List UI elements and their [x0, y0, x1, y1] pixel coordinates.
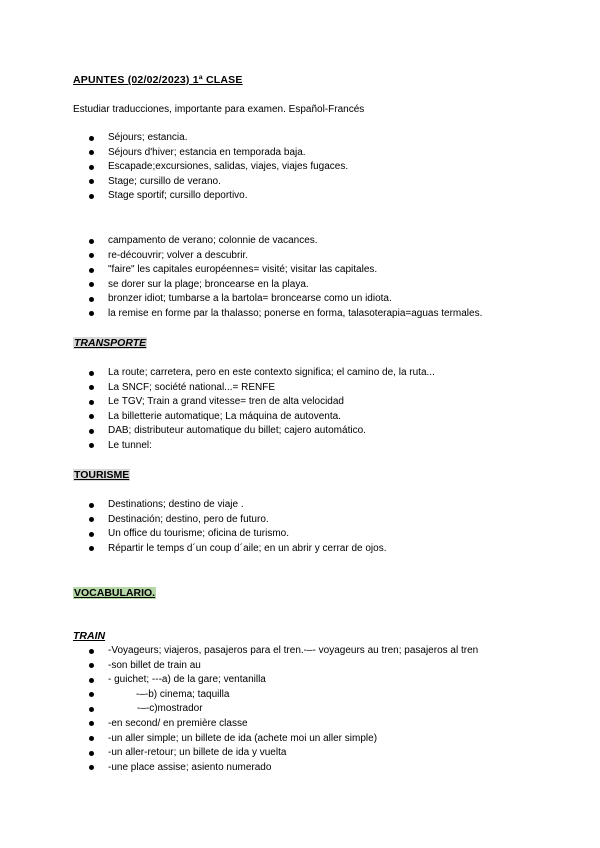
- section-heading-train: TRAIN: [73, 630, 106, 642]
- list-item: Destinations; destino de viaje .: [0, 498, 600, 513]
- list-item: -Voyageurs; viajeros, pasajeros para el tren.-–- voyageurs au tren; pasajeros al tren: [0, 644, 600, 659]
- bullet-dot-icon: [89, 194, 94, 199]
- bullet-dot-icon: [89, 736, 94, 741]
- list-item: "faire" les capitales européennes= visité; visitar las capitales.: [0, 263, 600, 278]
- bullet-dot-icon: [89, 678, 94, 683]
- list-item: -son billet de train au: [0, 659, 600, 674]
- list-item: bronzer idiot; tumbarse a la bartola= broncearse como un idiota.: [0, 292, 600, 307]
- page-title: APUNTES (02/02/2023) 1ª CLASE: [73, 74, 243, 86]
- bullet-dot-icon: [89, 400, 94, 405]
- list-item: - guichet; ---a) de la gare; ventanilla: [0, 673, 600, 688]
- list-item: -une place assise; asiento numerado: [0, 761, 600, 776]
- list-item: Escapade;excursiones, salidas, viajes, viajes fugaces.: [0, 160, 600, 175]
- bullet-list-sejours: [0, 131, 600, 204]
- bullet-dot-icon: [89, 546, 94, 551]
- bullet-dot-icon: [89, 268, 94, 273]
- bullet-dot-icon: [89, 179, 94, 184]
- bullet-dot-icon: [89, 532, 94, 537]
- intro-text: Estudiar traducciones, importante para examen. Español-Francés: [73, 104, 365, 115]
- list-item: -–-b) cinema; taquilla: [0, 688, 600, 703]
- bullet-dot-icon: [89, 297, 94, 302]
- list-item: Destinación; destino, pero de futuro.: [0, 513, 600, 528]
- bullet-dot-icon: [89, 150, 94, 155]
- list-item: La SNCF; société national...= RENFE: [0, 381, 600, 396]
- bullet-dot-icon: [89, 282, 94, 287]
- bullet-dot-icon: [89, 136, 94, 141]
- section-heading-transporte: TRANSPORTE: [74, 337, 147, 349]
- bullet-dot-icon: [89, 443, 94, 448]
- list-item: La route; carretera, pero en este contexto significa; el camino de, la ruta...: [0, 366, 600, 381]
- bullet-dot-icon: [89, 751, 94, 756]
- list-item: La billetterie automatique; La máquina de autoventa.: [0, 410, 600, 425]
- list-item: la remise en forme par la thalasso; ponerse en forma, talasoterapia=aguas termales.: [0, 307, 600, 322]
- list-item: Répartir le temps d´un coup d´aile; en un abrir y cerrar de ojos.: [0, 542, 600, 557]
- bullet-list-tourisme: [0, 498, 600, 556]
- list-item: DAB; distributeur automatique du billet; cajero automático.: [0, 424, 600, 439]
- bullet-dot-icon: [89, 692, 94, 697]
- bullet-dot-icon: [89, 385, 94, 390]
- list-item: Séjours d'hiver; estancia en temporada baja.: [0, 146, 600, 161]
- list-item: -un aller-retour; un billete de ida y vuelta: [0, 746, 600, 761]
- bullet-dot-icon: [89, 239, 94, 244]
- list-item: Séjours; estancia.: [0, 131, 600, 146]
- list-item: -un aller simple; un billete de ida (achete moi un aller simple): [0, 732, 600, 747]
- list-item: campamento de verano; colonnie de vacances.: [0, 234, 600, 249]
- bullet-dot-icon: [89, 707, 94, 712]
- bullet-dot-icon: [89, 663, 94, 668]
- bullet-dot-icon: [89, 429, 94, 434]
- bullet-dot-icon: [89, 311, 94, 316]
- bullet-dot-icon: [89, 165, 94, 170]
- list-item: -en second/ en première classe: [0, 717, 600, 732]
- bullet-dot-icon: [89, 721, 94, 726]
- list-item: re-découvrir; volver a descubrir.: [0, 249, 600, 264]
- list-item: se dorer sur la plage; broncearse en la playa.: [0, 278, 600, 293]
- bullet-list-vacaciones: [0, 234, 600, 322]
- bullet-list-transporte: [0, 366, 600, 454]
- section-heading-vocabulario: VOCABULARIO.: [74, 587, 156, 599]
- bullet-list-train: [0, 644, 600, 775]
- bullet-dot-icon: [89, 253, 94, 258]
- list-item: Le tunnel:: [0, 439, 600, 454]
- bullet-dot-icon: [89, 649, 94, 654]
- bullet-dot-icon: [89, 517, 94, 522]
- bullet-dot-icon: [89, 414, 94, 419]
- list-item: Stage; cursillo de verano.: [0, 175, 600, 190]
- list-item: -–-c)mostrador: [0, 702, 600, 717]
- list-item: Stage sportif; cursillo deportivo.: [0, 189, 600, 204]
- bullet-dot-icon: [89, 371, 94, 376]
- list-item: Le TGV; Train a grand vitesse= tren de alta velocidad: [0, 395, 600, 410]
- bullet-dot-icon: [89, 765, 94, 770]
- bullet-dot-icon: [89, 503, 94, 508]
- list-item: Un office du tourisme; oficina de turismo.: [0, 527, 600, 542]
- section-heading-tourisme: TOURISME: [74, 469, 130, 481]
